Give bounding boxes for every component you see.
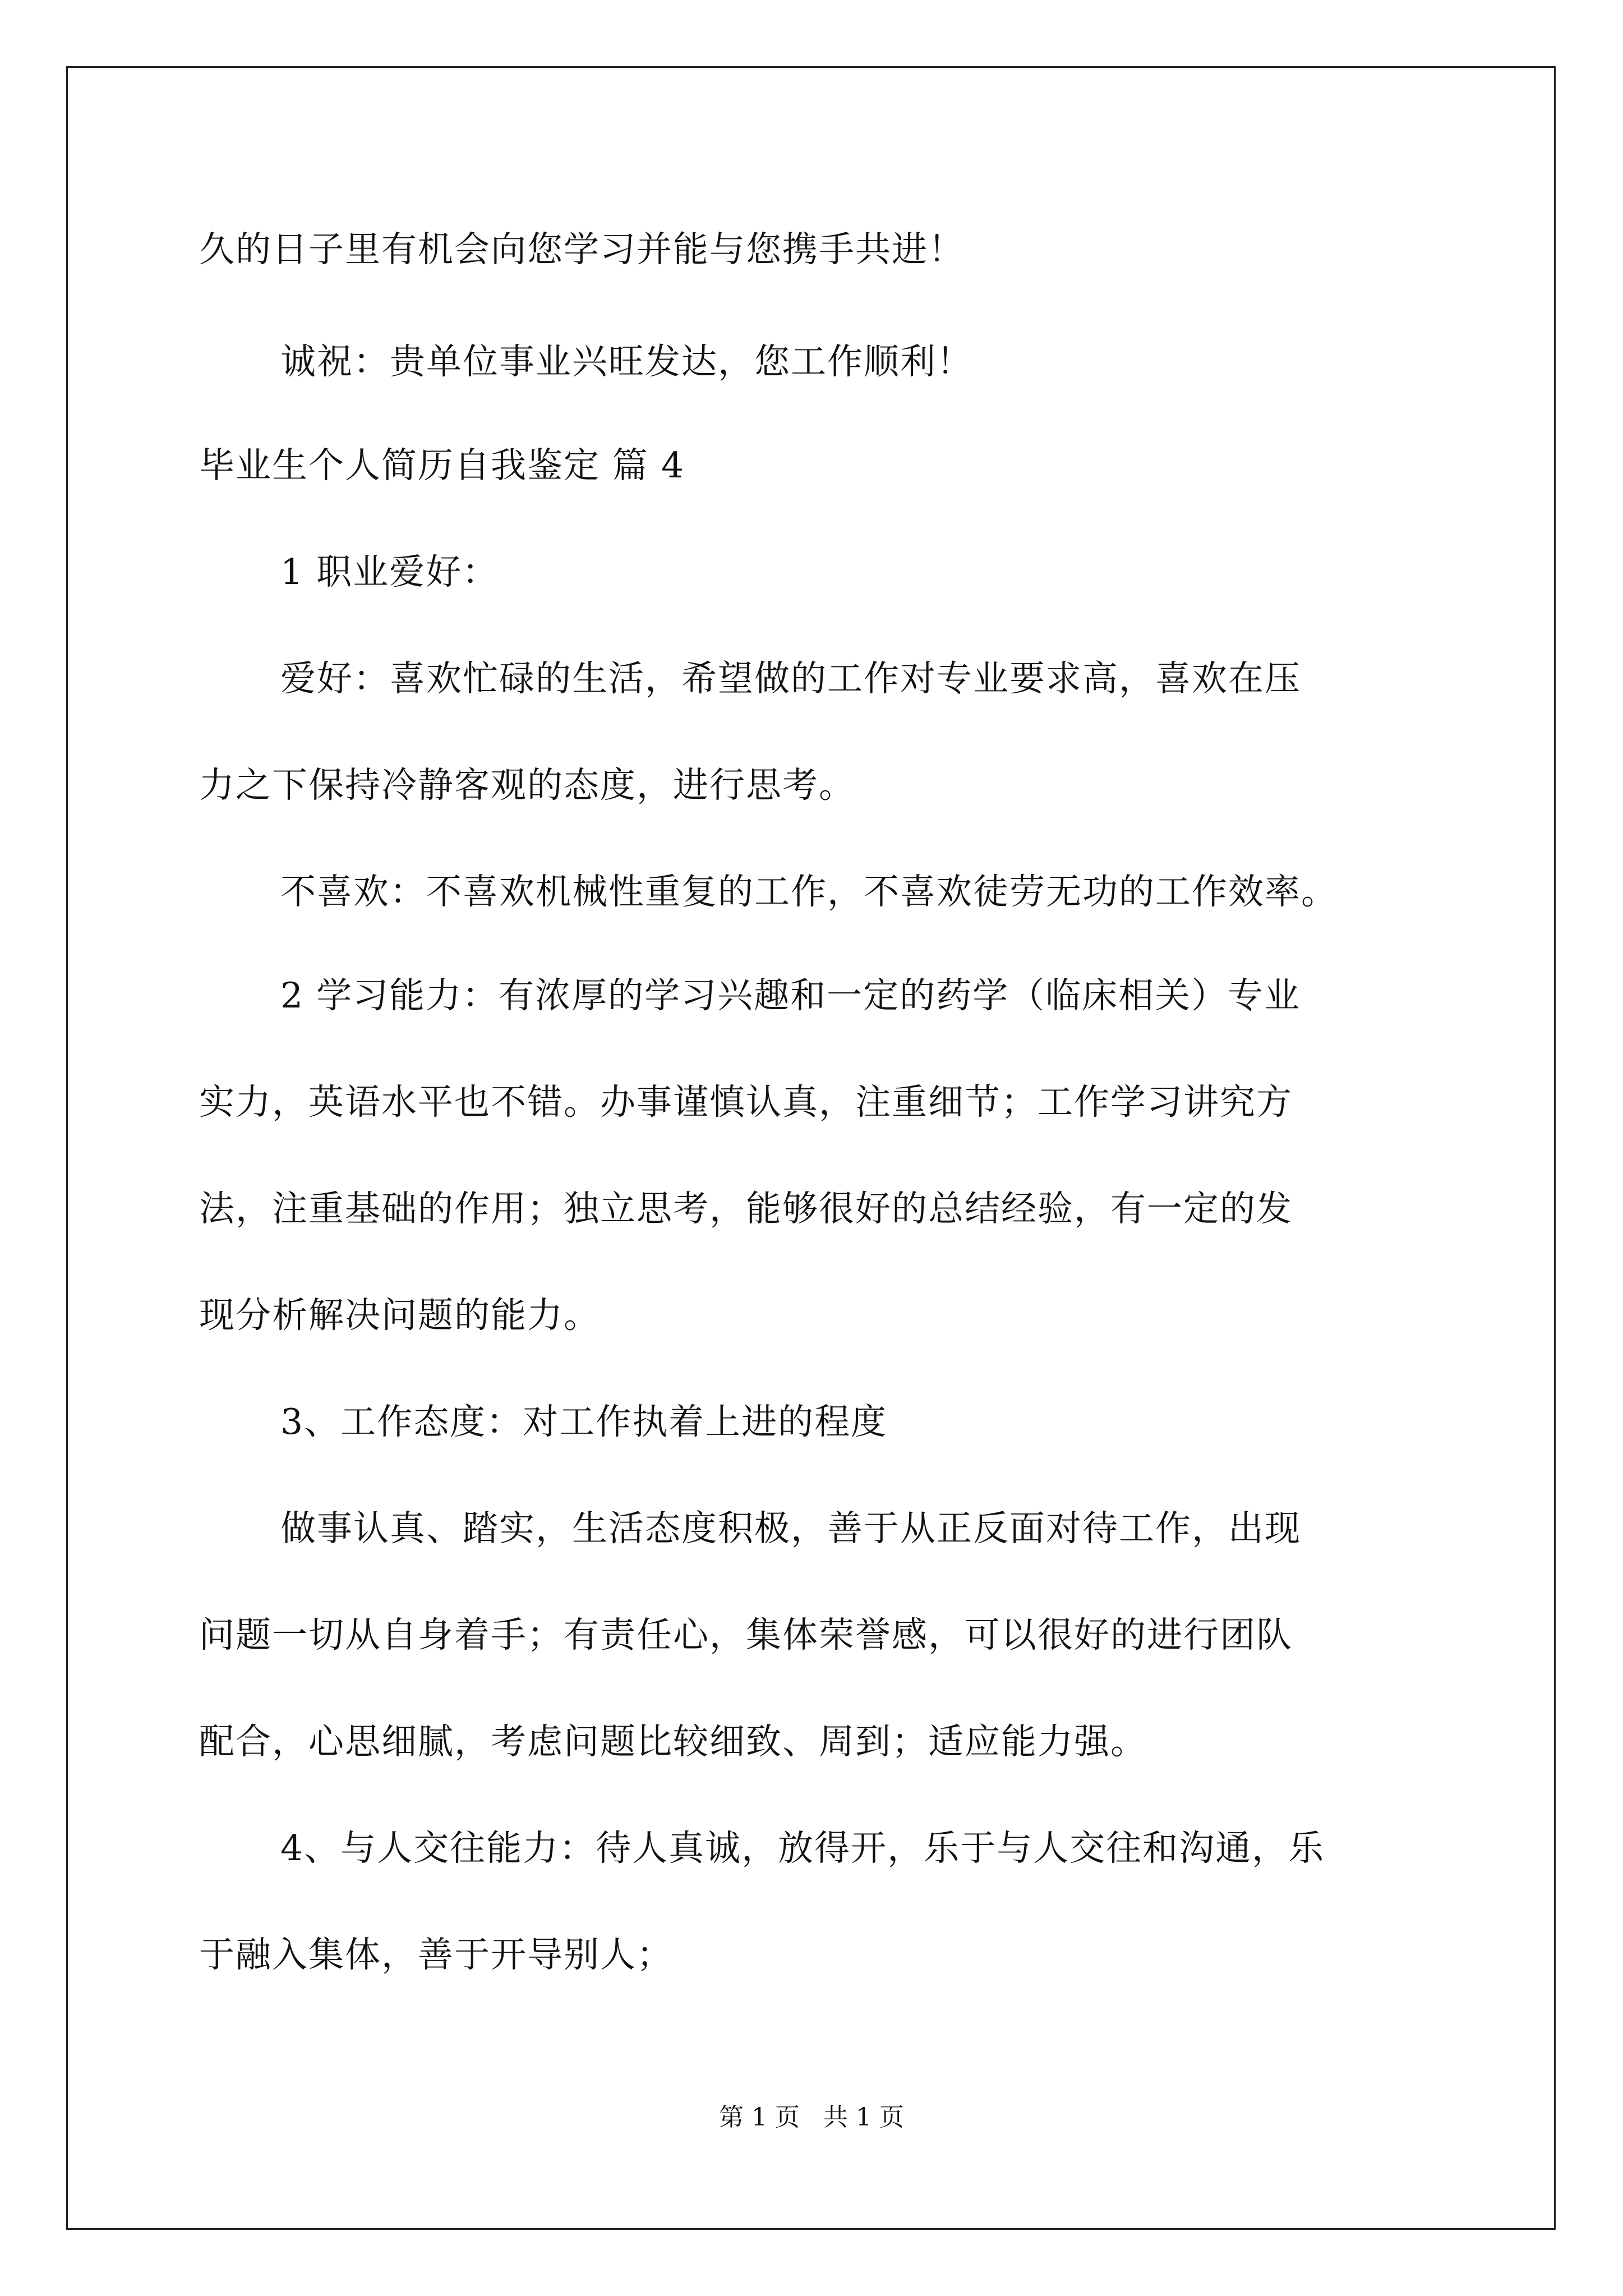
section-heading: 毕业生个人简历自我鉴定 篇 4 <box>199 445 685 486</box>
text-line: 4、与人交往能力：待人真诚，放得开，乐于与人交往和沟通，乐 <box>280 1828 1325 1869</box>
page-border <box>66 66 1556 2230</box>
text-line: 配合，心思细腻，考虑问题比较细致、周到；适应能力强。 <box>199 1721 1147 1762</box>
text-line: 现分析解决问题的能力。 <box>199 1295 600 1336</box>
page-number-footer: 第 1 页 共 1 页 <box>719 2103 904 2132</box>
text-line: 1 职业爱好： <box>280 551 499 592</box>
text-line: 法，注重基础的作用；独立思考，能够很好的总结经验，有一定的发 <box>199 1188 1293 1229</box>
text-line: 力之下保持冷静客观的态度，进行思考。 <box>199 765 855 806</box>
text-line: 久的日子里有机会向您学习并能与您携手共进！ <box>199 229 965 270</box>
text-line: 于融入集体，善于开导别人； <box>199 1934 673 1975</box>
text-line: 做事认真、踏实，生活态度积极，善于从正反面对待工作，出现 <box>280 1508 1301 1549</box>
text-line: 诚祝：贵单位事业兴旺发达，您工作顺利！ <box>280 341 973 382</box>
text-line: 问题一切从自身着手；有责任心，集体荣誉感，可以很好的进行团队 <box>199 1614 1293 1655</box>
text-line: 2 学习能力：有浓厚的学习兴趣和一定的药学（临床相关）专业 <box>280 975 1301 1016</box>
text-line: 3、工作态度：对工作执着上进的程度 <box>280 1401 888 1442</box>
text-line: 实力，英语水平也不错。办事谨慎认真，注重细节；工作学习讲究方 <box>199 1082 1293 1122</box>
text-line: 不喜欢：不喜欢机械性重复的工作，不喜欢徒劳无功的工作效率。 <box>280 871 1338 912</box>
text-line: 爱好：喜欢忙碌的生活，希望做的工作对专业要求高，喜欢在压 <box>280 658 1301 699</box>
